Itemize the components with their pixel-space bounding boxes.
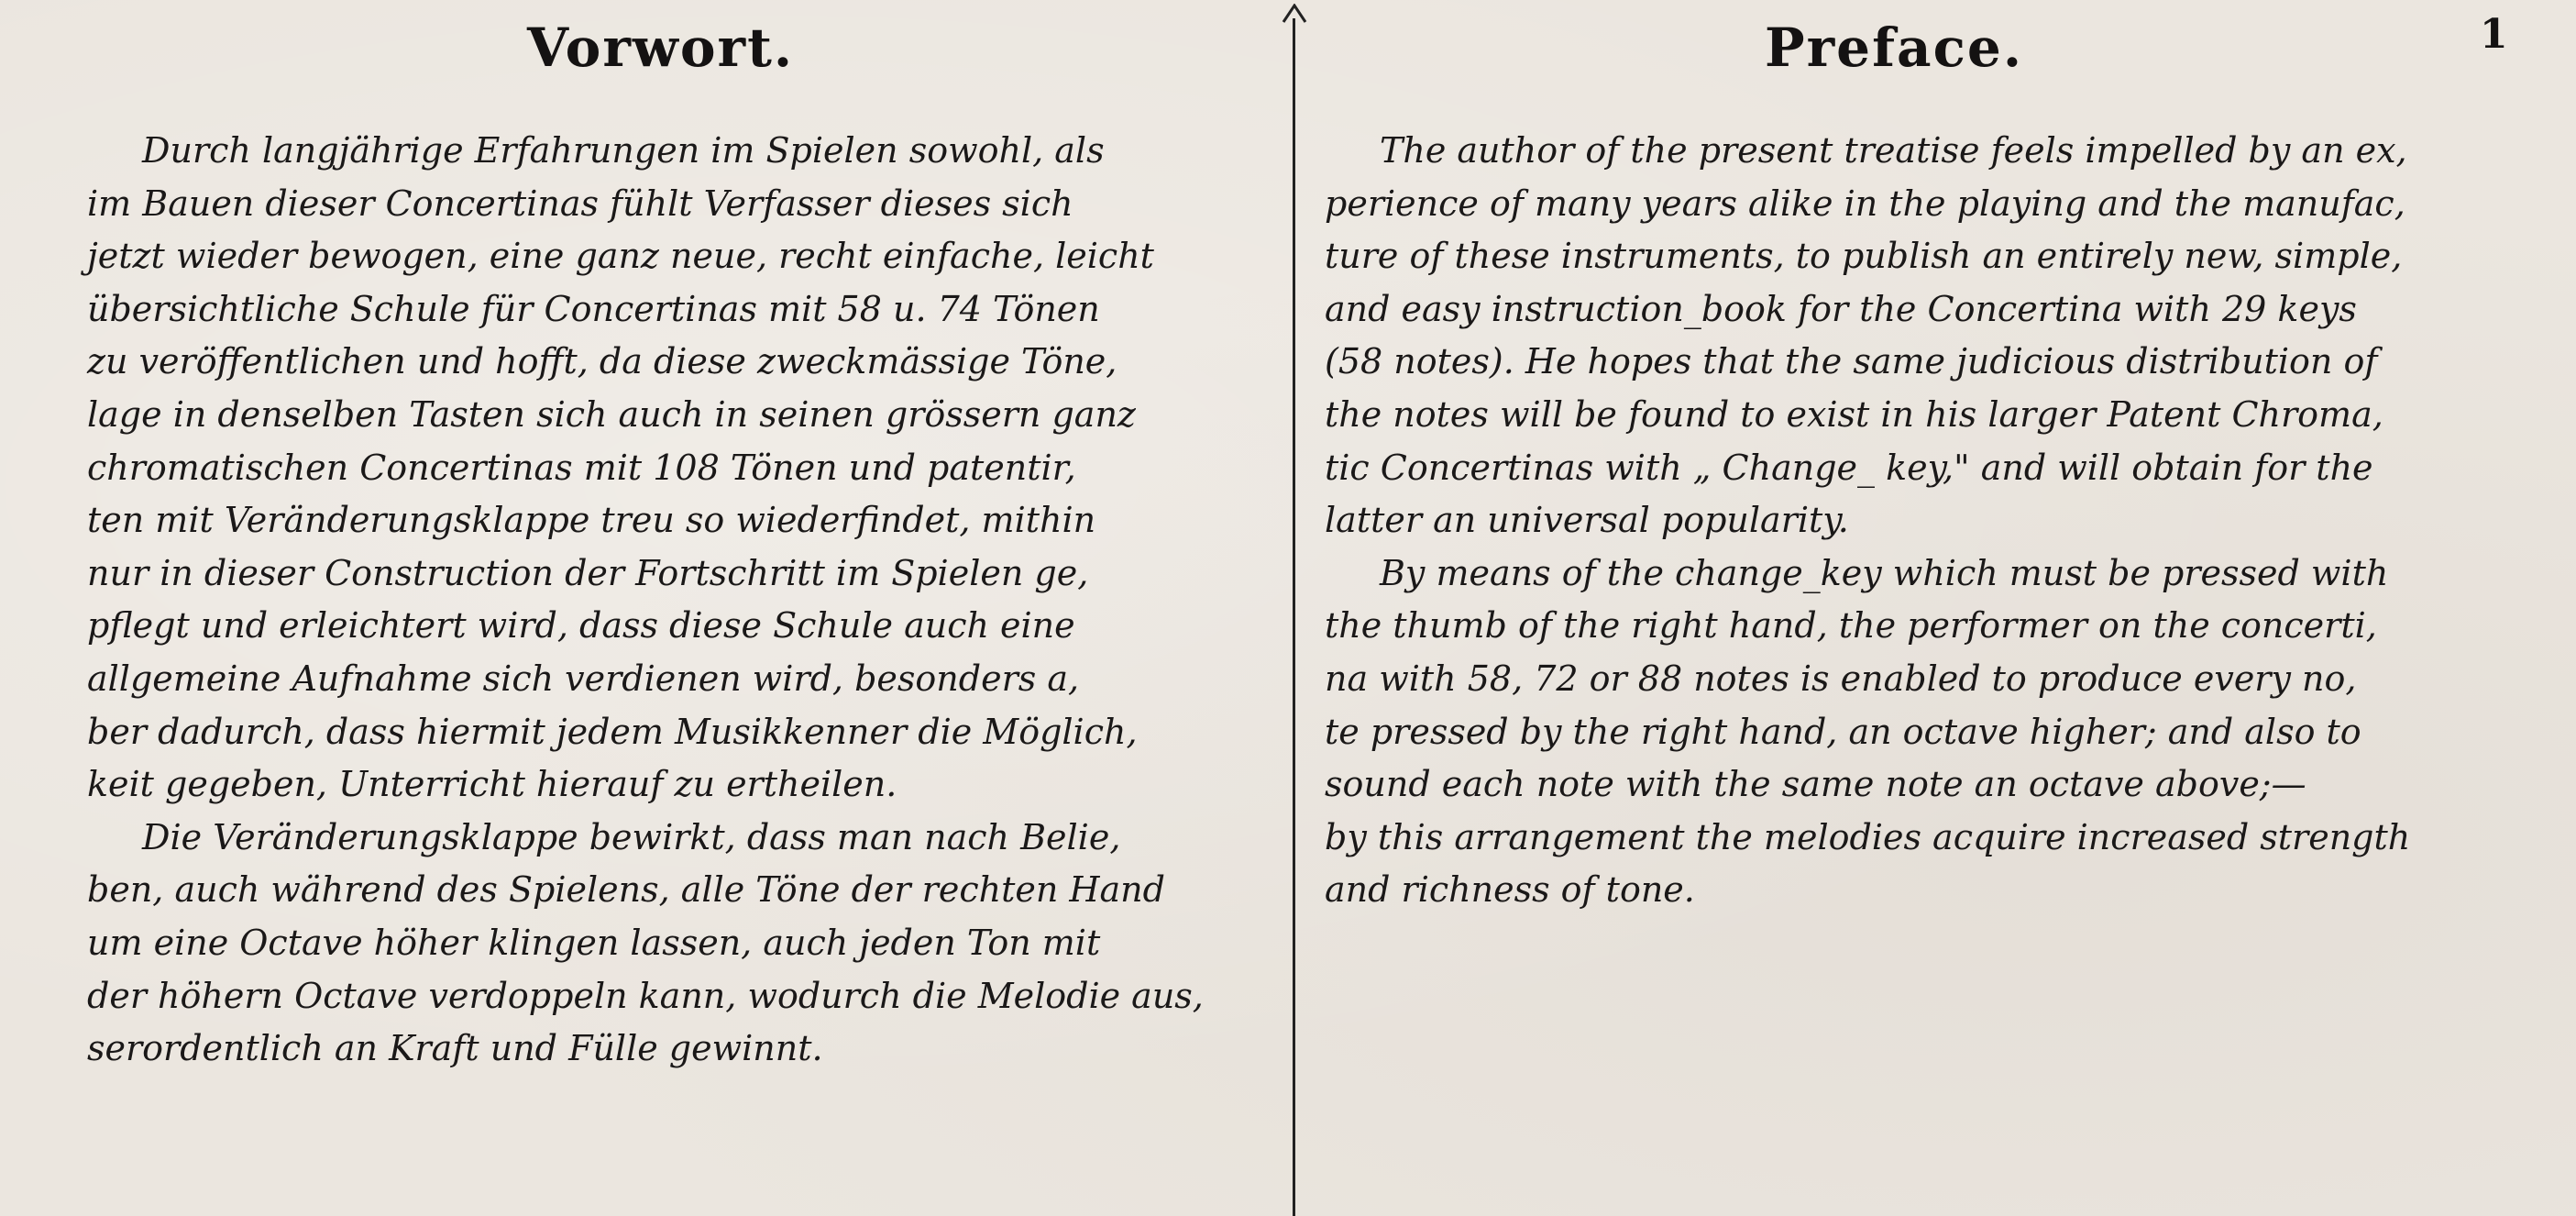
text-line: By means of the change_key which must be pressed with [1380, 552, 2389, 593]
english-heading: Preface. [1765, 17, 2024, 79]
text-line: zu veröffentlichen und hofft, da diese zweckmässige Töne, [87, 341, 1117, 382]
text-line: im Bauen dieser Concertinas fühlt Verfasser dieses sich [87, 182, 1073, 224]
text-line: te pressed by the right hand, an octave higher; and also to [1325, 711, 2361, 752]
text-line: pflegt und erleichtert wird, dass diese Schule auch eine [87, 605, 1075, 647]
text-line: ten mit Veränderungsklappe treu so wiederfindet, mithin [87, 500, 1096, 541]
text-line: chromatischen Concertinas mit 108 Tönen und patentir, [87, 447, 1076, 488]
text-line: and easy instruction_book for the Concertina with 29 keys [1325, 288, 2357, 329]
text-line: ben, auch während des Spielens, alle Töne der rechten Hand [87, 869, 1165, 911]
page-number: 1 [2480, 11, 2508, 58]
text-line: perience of many years alike in the playing and the manufac, [1325, 182, 2405, 224]
text-line: sound each note with the same note an octave above;— [1325, 764, 2306, 805]
german-text-block [87, 125, 1279, 1076]
text-line: um eine Octave höher klingen lassen, auch jeden Ton mit [87, 922, 1101, 963]
divider-arrow-icon [1282, 4, 1307, 24]
text-line: the thumb of the right hand, the performer on the concerti, [1325, 605, 2377, 647]
text-line: ber dadurch, dass hiermit jedem Musikkenner die Möglich, [87, 711, 1138, 752]
english-text-block [1325, 125, 2516, 917]
german-heading: Vorwort. [527, 17, 795, 79]
text-line: tic Concertinas with „ Change_ key," and will obtain for the [1325, 447, 2373, 488]
text-line: na with 58, 72 or 88 notes is enabled to produce every no, [1325, 658, 2357, 699]
text-line: latter an universal popularity. [1325, 500, 1849, 541]
text-line: ture of these instruments, to publish an entirely new, simple, [1325, 236, 2403, 277]
text-line: serordentlich an Kraft und Fülle gewinnt. [87, 1028, 823, 1069]
text-line: (58 notes). He hopes that the same judicious distribution of [1325, 341, 2378, 382]
text-line: the notes will be found to exist in his larger Patent Chroma, [1325, 393, 2383, 435]
text-line: jetzt wieder bewogen, eine ganz neue, recht einfache, leicht [87, 236, 1154, 277]
text-line: allgemeine Aufnahme sich verdienen wird, besonders a, [87, 658, 1080, 699]
text-line: by this arrangement the melodies acquire increased strength [1325, 816, 2411, 857]
center-divider-line [1293, 18, 1295, 1216]
text-line: Durch langjährige Erfahrungen im Spielen sowohl, als [142, 130, 1105, 171]
text-line: der höhern Octave verdoppeln kann, wodurch die Melodie aus, [87, 975, 1204, 1016]
text-line: lage in denselben Tasten sich auch in seinen grössern ganz [87, 393, 1136, 435]
text-line: keit gegeben, Unterricht hierauf zu ertheilen. [87, 764, 897, 805]
text-line: übersichtliche Schule für Concertinas mit 58 u. 74 Tönen [87, 288, 1100, 329]
text-line: and richness of tone. [1325, 869, 1695, 911]
text-line: The author of the present treatise feels impelled by an ex, [1380, 130, 2407, 171]
text-line: nur in dieser Construction der Fortschritt im Spielen ge, [87, 552, 1089, 593]
text-line: Die Veränderungsklappe bewirkt, dass man nach Belie, [142, 816, 1121, 857]
